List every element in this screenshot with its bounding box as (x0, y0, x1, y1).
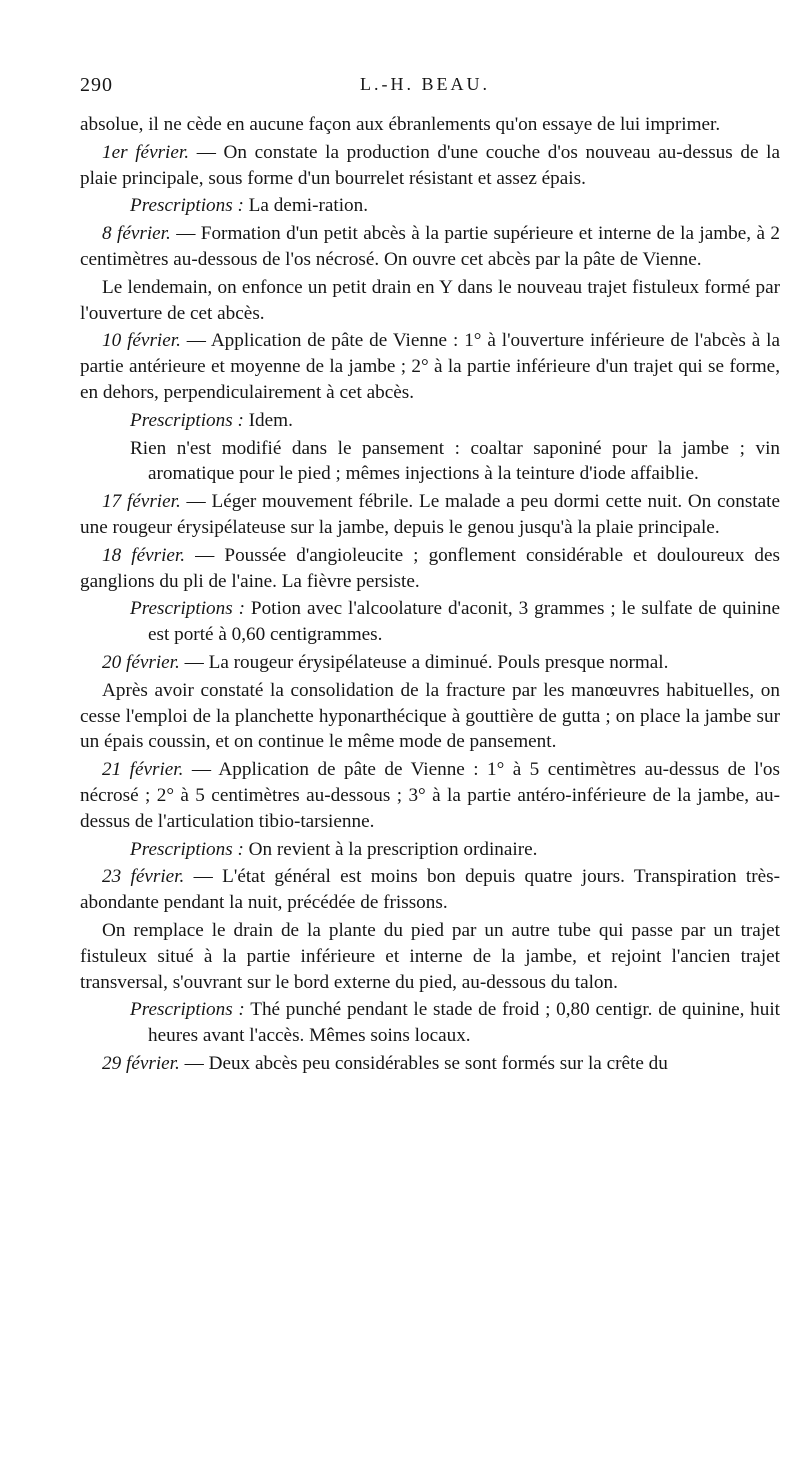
prescription-paragraph: Prescriptions : On revient à la prescription ordinaire. (130, 838, 538, 860)
paragraph: On remplace le drain de la plante du pied par un autre tube qui passe par un trajet fistuleux situé à la partie inférieure et interne de la jambe, et rejoint l'ancien trajet transversal, s'ouvrant sur le bord externe du pied, au-dessous du talon. (80, 919, 780, 993)
paragraph: 20 février. — La rougeur érysipélateuse a diminué. Pouls presque normal. (102, 651, 669, 673)
paragraph: 1er février. — On constate la production d'une couche d'os nouveau au-dessus de la plaie principale, sous forme d'un bourrelet résistant et assez épais. (80, 141, 780, 189)
paragraph: Après avoir constaté la consolidation de la fracture par les manœuvres habituelles, on cesse l'emploi de la planchette hyponarthécique à gouttière de gutta ; on place la jambe sur un épais coussin, et on continue le même mode de pansement. (80, 679, 780, 753)
prescription-paragraph: Prescriptions : La demi-ration. (130, 195, 369, 217)
entry-date: 17 février. (102, 491, 181, 513)
paragraph: Le lendemain, on enfonce un petit drain en Y dans le nouveau trajet fistuleux formé par l'ouverture de cet abcès. (80, 276, 780, 324)
entry-date: 21 février. (102, 759, 184, 781)
prescription-paragraph: Prescriptions : Thé punché pendant le stade de froid ; 0,80 centigr. de quinine, huit heures avant l'accès. Mêmes soins locaux. (130, 999, 780, 1047)
entry-date: 1er février. (102, 141, 190, 163)
prescriptions-label: Prescriptions : (130, 409, 244, 431)
entry-date: 18 février. (102, 544, 186, 566)
paragraph: 18 février. — Poussée d'angioleucite ; gonflement considérable et douloureux des ganglions du pli de l'aine. La fièvre persiste. (80, 544, 780, 592)
paragraph: absolue, il ne cède en aucune façon aux ébranlements qu'on essaye de lui imprimer. (80, 114, 721, 135)
entry-date: 10 février. (102, 330, 181, 352)
paragraph: 21 février. — Application de pâte de Vienne : 1° à 5 centimètres au-dessus de l'os nécrosé ; 2° à 5 centimètres au-dessous ; 3° à la partie antéro-inférieure de la jambe, au-dessus de l'articulation tibio-tarsienne. (80, 759, 780, 832)
paragraph: 10 février. — Application de pâte de Vienne : 1° à l'ouverture inférieure de l'abcès à la partie antérieure et moyenne de la jambe ; 2° à la partie inférieure d'un trajet qui se forme, en dehors, perpendiculairement à cet abcès. (80, 330, 780, 403)
entry-date: 29 février. (102, 1052, 180, 1074)
page-header (80, 74, 770, 102)
running-head: L.-H. BEAU. (360, 74, 490, 94)
prescriptions-label: Prescriptions : (130, 999, 245, 1021)
paragraph: 23 février. — L'état général est moins bon depuis quatre jours. Transpiration très-abondante pendant la nuit, précédée de frissons. (80, 866, 780, 914)
entry-date: 8 février. (102, 223, 171, 245)
prescription-paragraph: Prescriptions : Potion avec l'alcoolature d'aconit, 3 grammes ; le sulfate de quinine est porté à 0,60 centigrammes. (130, 598, 780, 646)
paragraph: Rien n'est modifié dans le pansement : coaltar saponiné pour la jambe ; vin aromatique pour le pied ; mêmes injections à la teinture d'iode affaiblie. (130, 437, 780, 485)
prescriptions-label: Prescriptions : (130, 838, 244, 860)
prescriptions-label: Prescriptions : (130, 598, 245, 620)
document-body (80, 112, 780, 1079)
prescription-paragraph: Prescriptions : Idem. (130, 409, 293, 431)
paragraph: 17 février. — Léger mouvement fébrile. Le malade a peu dormi cette nuit. On constate une rougeur érysipélateuse sur la jambe, depuis le genou jusqu'à la plaie principale. (80, 491, 780, 538)
entry-date: 20 février. (102, 651, 180, 673)
paragraph: 29 février. — Deux abcès peu considérables se sont formés sur la crête du (102, 1052, 668, 1074)
paragraph: 8 février. — Formation d'un petit abcès à la partie supérieure et interne de la jambe, à 2 centimètres au-dessous de l'os nécrosé. On ouvre cet abcès par la pâte de Vienne. (80, 223, 780, 270)
entry-date: 23 février. (102, 866, 185, 888)
prescriptions-label: Prescriptions : (130, 195, 244, 217)
page-number: 290 (80, 74, 113, 96)
